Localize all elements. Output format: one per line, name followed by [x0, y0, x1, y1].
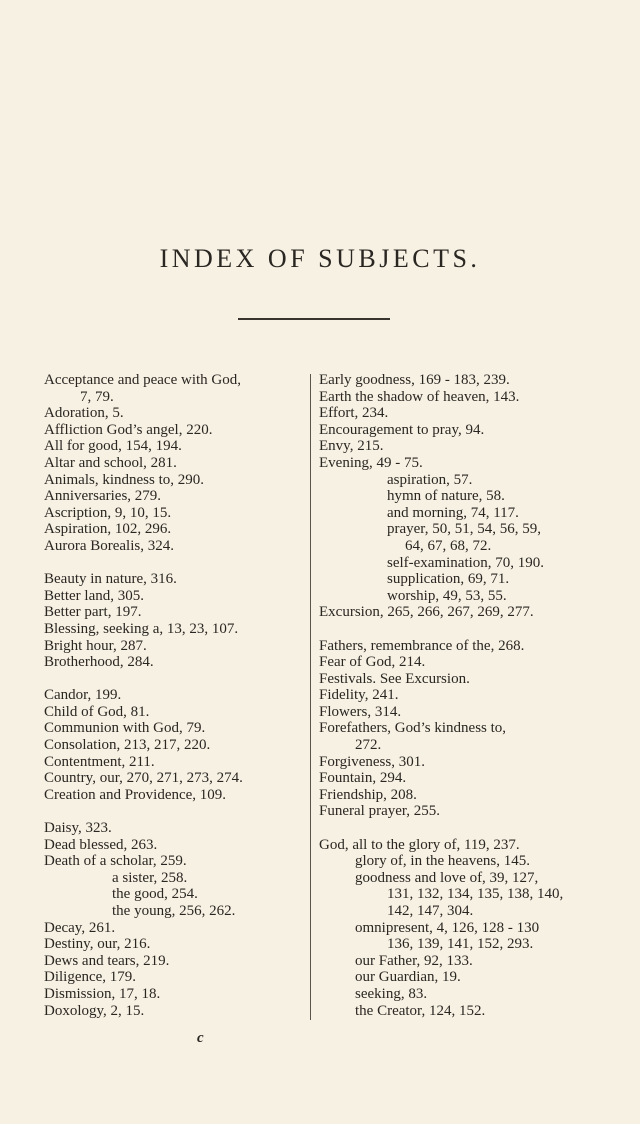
index-entry: Brotherhood, 284. — [44, 654, 154, 671]
index-entry: Envy, 215. — [319, 438, 384, 455]
index-subentry: 64, 67, 68, 72. — [405, 537, 492, 554]
index-entry: Creation and Providence, 109. — [44, 786, 227, 803]
index-subentry: 142, 147, 304. — [387, 903, 474, 919]
index-entry: Communion with God, 79. — [44, 720, 206, 737]
index-subentry: the Creator, 124, 152. — [355, 1002, 486, 1019]
index-entry: Dead blessed, 263. — [44, 836, 158, 853]
index-entry: Doxology, 2, 15. — [44, 1002, 145, 1019]
index-entry: Better land, 305. — [44, 587, 144, 604]
index-entry: Affliction God’s angel, 220. — [44, 421, 213, 438]
title-rule — [238, 318, 390, 320]
index-entry: God, all to the glory of, 119, 237. — [319, 836, 520, 853]
index-subentry: prayer, 50, 51, 54, 56, 59, — [387, 521, 541, 538]
index-entry: Early goodness, 169 - 183, 239. — [319, 372, 510, 388]
index-subentry: 7, 79. — [80, 388, 114, 405]
index-subentry: 131, 132, 134, 135, 138, 140, — [387, 886, 564, 903]
index-entry: Earth the shadow of heaven, 143. — [319, 388, 520, 405]
index-subentry: hymn of nature, 58. — [387, 488, 505, 505]
index-subentry: 136, 139, 141, 152, 293. — [387, 936, 534, 953]
index-entry: Decay, 261. — [44, 919, 116, 936]
entry-gap — [44, 555, 306, 572]
index-entry: Anniversaries, 279. — [44, 488, 162, 505]
entry-gap — [44, 671, 306, 688]
index-entry: Dews and tears, 219. — [44, 952, 170, 969]
index-column-right — [319, 372, 581, 1019]
index-subentry: supplication, 69, 71. — [387, 571, 510, 588]
index-subentry: 272. — [355, 737, 382, 754]
index-entry: Excursion, 265, 266, 267, 269, 277. — [319, 604, 534, 621]
index-entry: Bright hour, 287. — [44, 637, 147, 654]
signature-mark: c — [197, 1030, 204, 1046]
entry-gap — [319, 820, 581, 837]
index-entry: All for good, 154, 194. — [44, 438, 182, 455]
index-entry: Encouragement to pray, 94. — [319, 421, 485, 438]
index-entry: Ascription, 9, 10, 15. — [44, 504, 172, 521]
index-subentry: our Guardian, 19. — [355, 969, 461, 986]
index-entry: Aurora Borealis, 324. — [44, 537, 174, 554]
index-entry: Consolation, 213, 217, 220. — [44, 737, 211, 754]
index-subentry: omnipresent, 4, 126, 128 - 130 — [355, 919, 540, 936]
index-subentry: glory of, in the heavens, 145. — [355, 853, 530, 870]
index-entry: Fountain, 294. — [319, 770, 407, 787]
column-divider — [310, 374, 311, 1020]
index-entry: Blessing, seeking a, 13, 23, 107. — [44, 620, 239, 637]
index-entry: Diligence, 179. — [44, 969, 137, 986]
index-entry: Beauty in nature, 316. — [44, 571, 177, 588]
index-entry: Aspiration, 102, 296. — [44, 521, 172, 538]
index-entry: Better part, 197. — [44, 604, 142, 621]
index-subentry: the good, 254. — [112, 886, 198, 903]
index-entry: Animals, kindness to, 290. — [44, 471, 204, 488]
index-entry: Destiny, our, 216. — [44, 936, 151, 953]
index-column-left — [44, 372, 306, 1019]
index-entry: Contentment, 211. — [44, 753, 155, 770]
index-subentry: a sister, 258. — [112, 869, 188, 886]
index-entry: Adoration, 5. — [44, 405, 124, 422]
index-entry: Candor, 199. — [44, 687, 122, 704]
index-entry: Evening, 49 - 75. — [319, 454, 423, 471]
entry-gap — [319, 621, 581, 638]
index-entry: Fear of God, 214. — [319, 654, 426, 671]
index-entry: Daisy, 323. — [44, 820, 112, 837]
index-entry: Funeral prayer, 255. — [319, 803, 441, 820]
index-entry: Acceptance and peace with God, — [44, 372, 241, 388]
index-subentry: goodness and love of, 39, 127, — [355, 869, 539, 886]
index-entry: Friendship, 208. — [319, 786, 417, 803]
index-entry: Forefathers, God’s kindness to, — [319, 720, 507, 737]
index-entry: Child of God, 81. — [44, 703, 150, 720]
page-title: INDEX OF SUBJECTS. — [159, 244, 481, 273]
index-subentry: our Father, 92, 133. — [355, 952, 473, 969]
index-entry: Fathers, remembrance of the, 268. — [319, 637, 525, 654]
index-subentry: aspiration, 57. — [387, 471, 473, 488]
entry-gap — [44, 803, 306, 820]
index-subentry: and morning, 74, 117. — [387, 504, 519, 521]
index-entry: Flowers, 314. — [319, 703, 402, 720]
index-entry: Effort, 234. — [319, 405, 389, 422]
index-subentry: the young, 256, 262. — [112, 903, 236, 919]
index-entry: Dismission, 17, 18. — [44, 985, 161, 1002]
index-entry: Death of a scholar, 259. — [44, 853, 187, 870]
index-subentry: worship, 49, 53, 55. — [387, 587, 507, 604]
index-entry: Festivals. See Excursion. — [319, 670, 470, 687]
index-entry: Forgiveness, 301. — [319, 753, 425, 770]
index-entry: Altar and school, 281. — [44, 454, 177, 471]
index-entry: Country, our, 270, 271, 273, 274. — [44, 770, 243, 787]
index-subentry: self-examination, 70, 190. — [387, 554, 545, 571]
index-subentry: seeking, 83. — [355, 985, 428, 1002]
index-entry: Fidelity, 241. — [319, 687, 399, 704]
